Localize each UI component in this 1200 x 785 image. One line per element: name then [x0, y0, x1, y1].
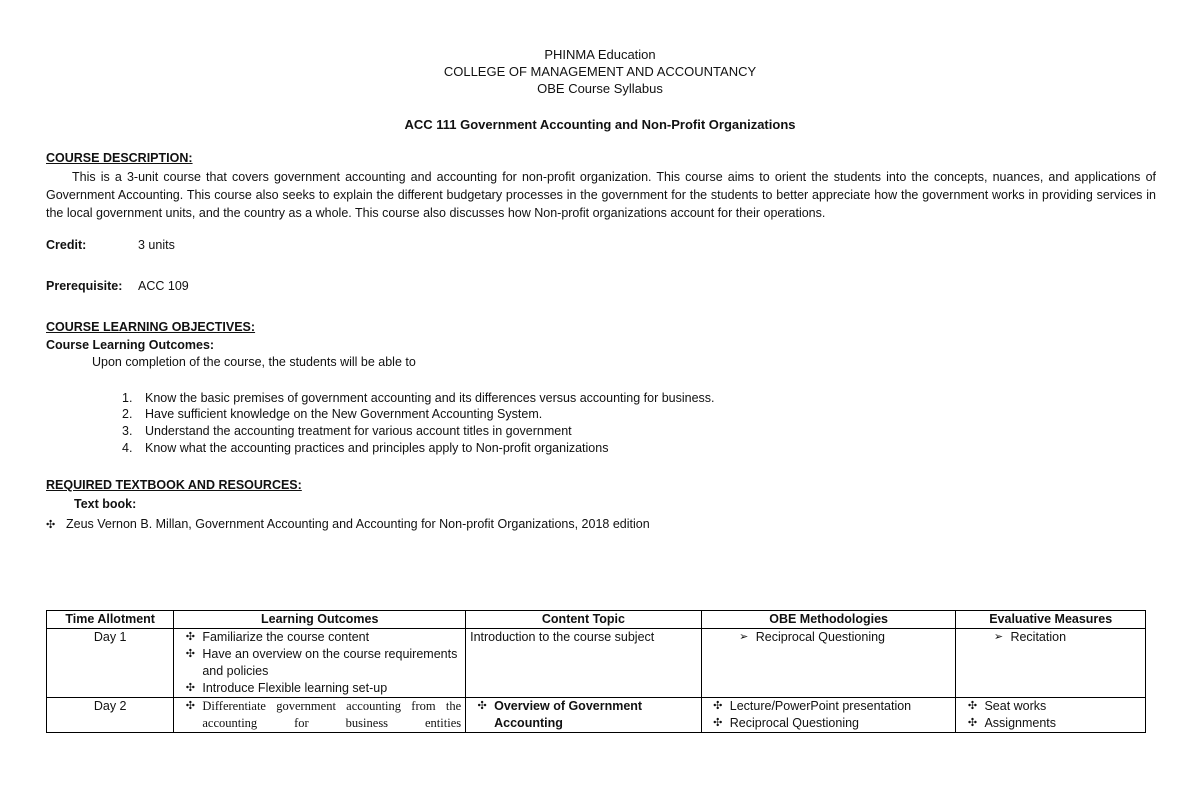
- method-text: Reciprocal Questioning: [729, 716, 860, 730]
- column-header-topic: Content Topic: [466, 611, 702, 629]
- objective-number: 4.: [122, 441, 133, 455]
- diamond-bullet-icon: ✣: [185, 648, 195, 660]
- column-header-time: Time Allotment: [47, 611, 174, 629]
- outcomes-intro: Upon completion of the course, the students will be able to: [92, 355, 416, 369]
- diamond-bullet-icon: ✣: [713, 700, 723, 712]
- textbook-subheading: Text book:: [74, 497, 137, 511]
- document-type: OBE Course Syllabus: [537, 81, 663, 96]
- list-item: [178, 680, 461, 697]
- arrow-bullet-icon: ➢: [993, 631, 1004, 643]
- objective-item: [122, 440, 608, 457]
- objective-item: [122, 406, 542, 423]
- method-text: Lecture/PowerPoint presentation: [729, 699, 912, 713]
- objective-number: 2.: [122, 407, 133, 421]
- objective-text: Understand the accounting treatment for various account titles in government: [145, 424, 572, 438]
- objective-text: Know the basic premises of government accounting and its differences versus accounting for business.: [145, 391, 715, 405]
- measure-text: Assignments: [984, 716, 1057, 730]
- list-item: [960, 698, 1141, 715]
- objective-text: Know what the accounting practices and principles apply to Non-profit organizations: [145, 441, 609, 455]
- methodologies-cell: [701, 698, 956, 733]
- resources-heading: REQUIRED TEXTBOOK AND RESOURCES:: [46, 478, 302, 492]
- objective-text: Have sufficient knowledge on the New Government Accounting System.: [145, 407, 543, 421]
- list-item: [178, 698, 461, 732]
- outcome-text: Familiarize the course content: [202, 630, 370, 644]
- list-item: [178, 646, 461, 680]
- list-item: [470, 698, 697, 732]
- list-item: [706, 629, 952, 646]
- column-header-measures: Evaluative Measures: [956, 611, 1146, 629]
- list-item: [706, 715, 952, 732]
- outcome-text: Differentiate government accounting from the accounting for business entities: [202, 699, 462, 730]
- institution-name: PHINMA Education: [544, 47, 656, 62]
- textbook-title: Zeus Vernon B. Millan, Government Accounting and Accounting for Non-profit Organizations, 2018 edition: [66, 517, 650, 531]
- list-item: [960, 629, 1141, 646]
- diamond-bullet-icon: ✣: [185, 631, 195, 643]
- measures-cell: [956, 698, 1146, 733]
- table-row: [47, 629, 1146, 698]
- column-header-outcomes: Learning Outcomes: [174, 611, 466, 629]
- prerequisite-value: ACC 109: [138, 279, 189, 293]
- diamond-bullet-icon: ✣: [713, 717, 723, 729]
- outcomes-cell: [174, 629, 466, 698]
- outcomes-subheading: Course Learning Outcomes:: [46, 338, 215, 352]
- diamond-bullet-icon: ✣: [967, 700, 978, 712]
- list-item: [706, 698, 952, 715]
- outcomes-cell: [174, 698, 466, 733]
- outcome-text: Have an overview on the course requirements and policies: [202, 647, 458, 678]
- topic-cell: [466, 698, 702, 733]
- topic-cell: Introduction to the course subject: [466, 629, 702, 698]
- measure-text: Recitation: [1010, 630, 1067, 644]
- time-cell: Day 2: [47, 698, 174, 733]
- course-description-text: This is a 3-unit course that covers government accounting and accounting for non-profit organization. This course aims to orient the students into the concepts, nuances, and applications of Government Accounting. This course also seeks to explain the different budgetary processes in the government for the students to better appreciate how the government works in providing services in the local government units, and the country as a whole. This course also discusses how Non-profit organizations account for their operations.: [46, 170, 1156, 220]
- objective-item: [122, 423, 572, 440]
- methodologies-cell: [701, 629, 956, 698]
- arrow-bullet-icon: ➢: [739, 631, 749, 643]
- list-item: [960, 715, 1141, 732]
- diamond-bullet-icon: ✣: [967, 717, 978, 729]
- table-header-row: [47, 611, 1146, 629]
- measure-text: Seat works: [984, 699, 1047, 713]
- objective-item: [122, 390, 715, 407]
- objective-number: 3.: [122, 424, 133, 438]
- diamond-bullet-icon: ✣: [46, 519, 56, 531]
- column-header-methodologies: OBE Methodologies: [701, 611, 956, 629]
- topic-text: Overview of Government Accounting: [494, 699, 643, 730]
- course-schedule-table: [46, 610, 1146, 733]
- course-title: ACC 111 Government Accounting and Non-Profit Organizations: [404, 117, 796, 132]
- credit-label: Credit:: [46, 238, 87, 252]
- table-row: [47, 698, 1146, 733]
- diamond-bullet-icon: ✣: [185, 682, 195, 694]
- objective-number: 1.: [122, 391, 133, 405]
- diamond-bullet-icon: ✣: [185, 700, 195, 712]
- method-text: Reciprocal Questioning: [755, 630, 886, 644]
- objectives-heading: COURSE LEARNING OBJECTIVES:: [46, 320, 256, 334]
- time-cell: Day 1: [47, 629, 174, 698]
- measures-cell: [956, 629, 1146, 698]
- list-item: [178, 629, 461, 646]
- course-description-heading: COURSE DESCRIPTION:: [46, 151, 193, 165]
- credit-value: 3 units: [138, 238, 175, 252]
- textbook-entry: [46, 517, 650, 531]
- outcome-text: Introduce Flexible learning set-up: [202, 681, 388, 695]
- college-name: COLLEGE OF MANAGEMENT AND ACCOUNTANCY: [443, 64, 757, 79]
- prerequisite-label: Prerequisite:: [46, 279, 123, 293]
- diamond-bullet-icon: ✣: [477, 700, 487, 712]
